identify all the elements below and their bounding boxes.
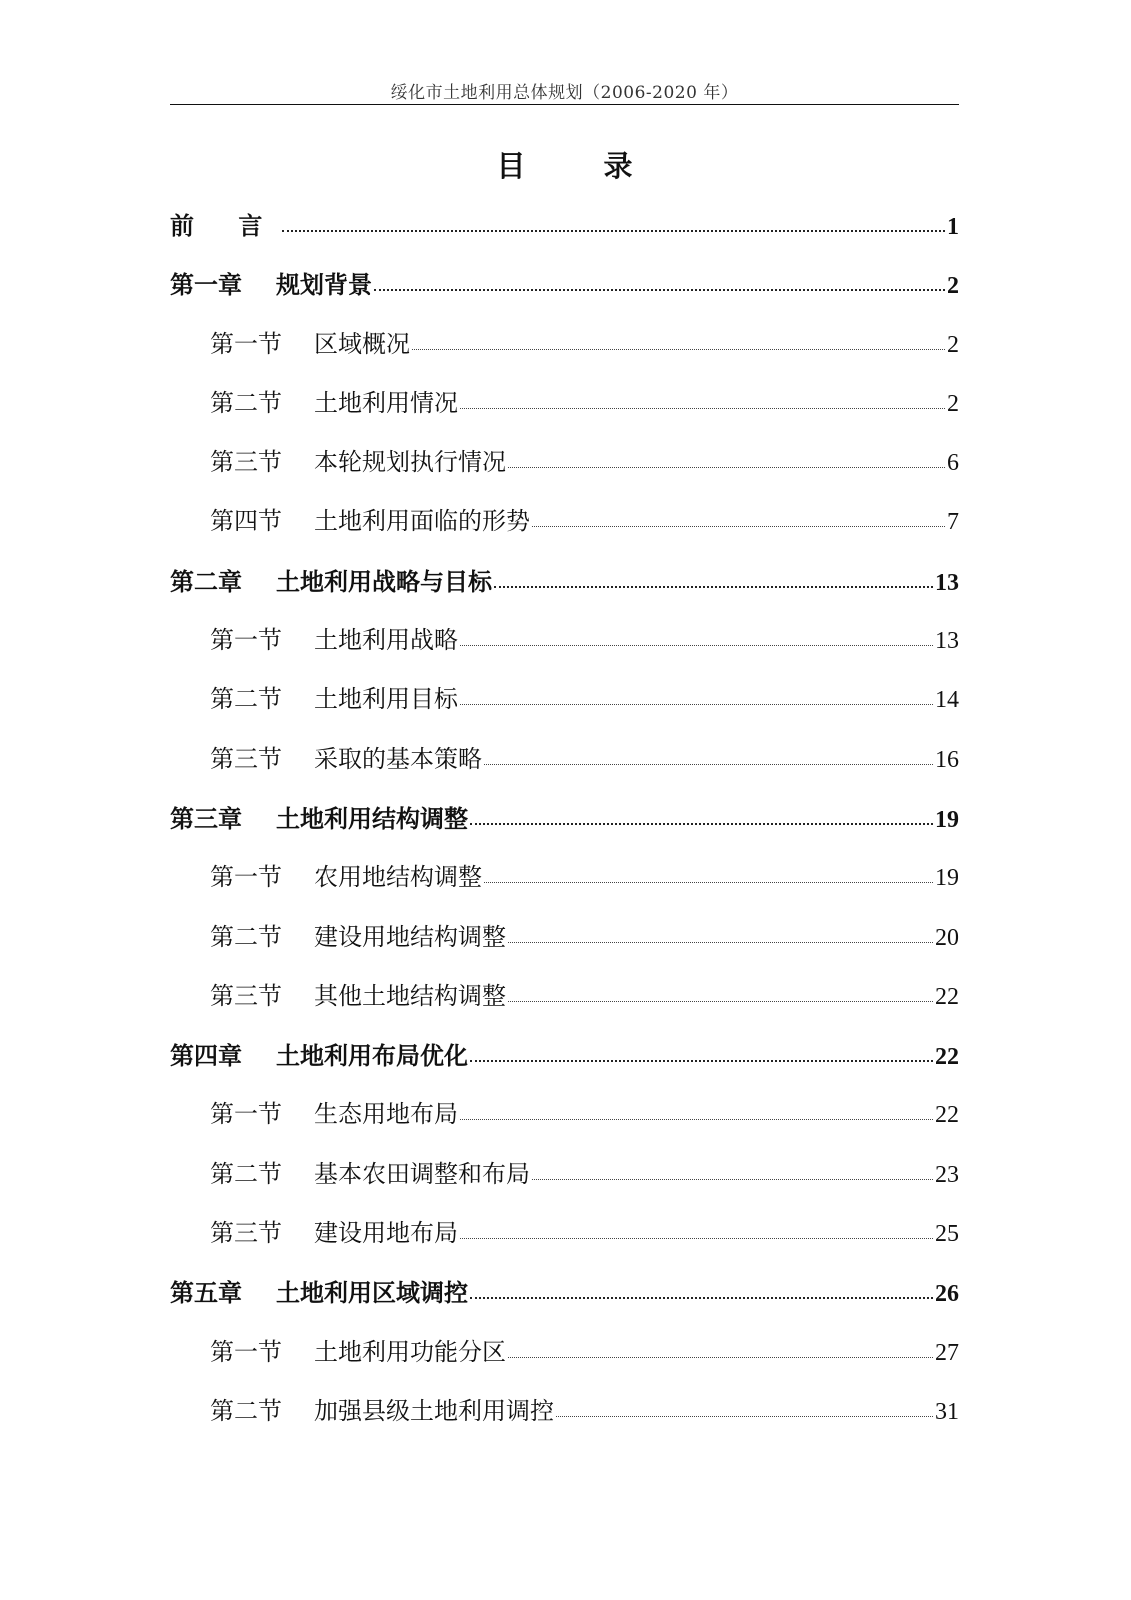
dot-leader <box>494 566 933 590</box>
toc-entry-number: 第一节 <box>210 1100 282 1129</box>
toc-entry-section[interactable] <box>170 1145 959 1204</box>
toc-entry-number: 第四节 <box>210 507 282 536</box>
toc-entry-title: 生态用地布局 <box>314 1100 458 1129</box>
toc-entry-title: 加强县级土地利用调控 <box>314 1396 554 1425</box>
toc-entry-title: 土地利用情况 <box>314 388 458 417</box>
dot-leader <box>508 980 933 1004</box>
toc-entry-number: 第二节 <box>210 685 282 714</box>
toc-entry-title: 土地利用功能分区 <box>314 1337 506 1366</box>
dot-leader <box>532 505 945 529</box>
toc-entry-section[interactable] <box>170 315 959 374</box>
toc-page-number: 22 <box>935 1102 959 1129</box>
toc-page-number: 27 <box>935 1339 959 1366</box>
toc-entry-number: 第三节 <box>210 744 282 773</box>
toc-entry-label <box>210 848 482 907</box>
toc-entry-number: 第一节 <box>210 863 282 892</box>
toc-entry-label <box>170 552 492 611</box>
toc-page-number: 19 <box>935 806 959 833</box>
toc-entry-number: 第一章 <box>170 270 242 300</box>
toc-page-number: 6 <box>947 450 959 477</box>
toc-entry-label <box>210 670 458 729</box>
toc-entry-title: 土地利用面临的形势 <box>314 507 530 536</box>
dot-leader <box>470 1277 933 1301</box>
toc-entry-preface[interactable] <box>170 196 959 255</box>
toc-page-number: 26 <box>935 1281 959 1308</box>
dot-leader <box>508 1336 933 1360</box>
toc-entry-number: 第二节 <box>210 922 282 951</box>
toc-entry-section[interactable] <box>170 611 959 670</box>
toc-entry-section[interactable] <box>170 492 959 551</box>
toc-entry-section[interactable] <box>170 1382 959 1441</box>
toc-entry-label <box>210 611 458 670</box>
dot-leader <box>412 328 945 352</box>
toc-page-number: 22 <box>935 983 959 1010</box>
toc-entry-title: 土地利用战略与目标 <box>276 566 492 596</box>
toc-page-number: 14 <box>935 687 959 714</box>
toc-page-number: 23 <box>935 1161 959 1188</box>
toc-entry-number: 第三节 <box>210 448 282 477</box>
toc-entry-title: 建设用地布局 <box>314 1219 458 1248</box>
toc-entry-label <box>210 967 506 1026</box>
toc-entry-label <box>170 1026 468 1085</box>
dot-leader <box>460 683 933 707</box>
toc-entry-section[interactable] <box>170 848 959 907</box>
toc-entry-title: 农用地结构调整 <box>314 863 482 892</box>
toc-entry-title: 土地利用战略 <box>314 626 458 655</box>
dot-leader <box>460 624 933 648</box>
toc-entry-title: 土地利用区域调控 <box>276 1278 468 1308</box>
dot-leader <box>484 861 933 885</box>
toc-entry-label <box>210 433 506 492</box>
toc-entry-label <box>170 789 468 848</box>
toc-entry-number: 第三章 <box>170 803 242 833</box>
toc-entry-number: 第三节 <box>210 1219 282 1248</box>
toc-entry-label <box>210 1382 554 1441</box>
toc-entry-chapter-2[interactable] <box>170 552 959 611</box>
toc-entry-chapter-5[interactable] <box>170 1263 959 1322</box>
dot-leader <box>460 1098 933 1122</box>
toc-entry-number: 第四章 <box>170 1041 242 1071</box>
toc-page-number: 20 <box>935 924 959 951</box>
toc-entry-chapter-1[interactable] <box>170 255 959 314</box>
toc-entry-number: 第二节 <box>210 1396 282 1425</box>
toc-entry-section[interactable] <box>170 967 959 1026</box>
table-of-contents <box>170 196 959 1441</box>
toc-entry-number: 前 言 <box>170 211 281 240</box>
toc-entry-label <box>210 374 458 433</box>
toc-page-number: 25 <box>935 1221 959 1248</box>
toc-page-number: 13 <box>935 628 959 655</box>
toc-page-number: 1 <box>947 214 959 240</box>
dot-leader <box>470 1040 933 1064</box>
toc-entry-section[interactable] <box>170 670 959 729</box>
toc-entry-label <box>210 1204 458 1263</box>
dot-leader <box>460 1217 933 1241</box>
toc-entry-number: 第三节 <box>210 981 282 1010</box>
dot-leader <box>460 387 945 411</box>
toc-entry-chapter-3[interactable] <box>170 789 959 848</box>
toc-entry-label <box>210 730 482 789</box>
toc-entry-section[interactable] <box>170 1085 959 1144</box>
toc-entry-title: 土地利用结构调整 <box>276 803 468 833</box>
toc-entry-number: 第一节 <box>210 626 282 655</box>
toc-entry-number: 第五章 <box>170 1278 242 1308</box>
toc-entry-label <box>170 196 280 255</box>
dot-leader <box>374 269 945 293</box>
toc-page-number: 2 <box>947 390 959 417</box>
toc-page-number: 7 <box>947 509 959 536</box>
toc-entry-section[interactable] <box>170 433 959 492</box>
toc-entry-title: 土地利用目标 <box>314 685 458 714</box>
dot-leader <box>282 210 945 234</box>
toc-entry-title: 建设用地结构调整 <box>314 922 506 951</box>
toc-entry-title: 采取的基本策略 <box>314 744 482 773</box>
toc-entry-title: 区域概况 <box>314 329 410 358</box>
toc-entry-title: 本轮规划执行情况 <box>314 448 506 477</box>
toc-entry-number: 第二节 <box>210 388 282 417</box>
dot-leader <box>508 446 945 470</box>
dot-leader <box>556 1395 933 1419</box>
toc-entry-section[interactable] <box>170 1204 959 1263</box>
toc-entry-label <box>210 1323 506 1382</box>
toc-entry-section[interactable] <box>170 730 959 789</box>
toc-entry-title: 规划背景 <box>276 270 372 300</box>
dot-leader <box>532 1158 933 1182</box>
running-header: 绥化市土地利用总体规划（2006-2020 年） <box>390 83 739 103</box>
toc-entry-label <box>210 908 506 967</box>
dot-leader <box>508 921 933 945</box>
toc-entry-label <box>210 1085 458 1144</box>
toc-entry-title: 基本农田调整和布局 <box>314 1159 530 1188</box>
toc-page-number: 16 <box>935 746 959 773</box>
dot-leader <box>470 803 933 827</box>
toc-page-number: 31 <box>935 1398 959 1425</box>
toc-entry-label <box>210 492 530 551</box>
toc-entry-section[interactable] <box>170 908 959 967</box>
dot-leader <box>484 743 933 767</box>
toc-entry-section[interactable] <box>170 1323 959 1382</box>
toc-page-number: 13 <box>935 569 959 596</box>
toc-entry-label <box>210 315 410 374</box>
toc-entry-number: 第一节 <box>210 329 282 358</box>
toc-entry-label <box>170 1263 468 1322</box>
toc-entry-number: 第二节 <box>210 1159 282 1188</box>
toc-entry-title: 土地利用布局优化 <box>276 1041 468 1071</box>
toc-entry-label <box>210 1145 530 1204</box>
toc-page-number: 2 <box>947 331 959 358</box>
toc-page-number: 2 <box>947 273 959 300</box>
header-divider <box>170 104 959 105</box>
toc-entry-label <box>170 255 372 314</box>
toc-page-number: 19 <box>935 865 959 892</box>
toc-page-number: 22 <box>935 1044 959 1071</box>
toc-entry-chapter-4[interactable] <box>170 1026 959 1085</box>
toc-entry-title: 其他土地结构调整 <box>314 981 506 1010</box>
toc-entry-number: 第一节 <box>210 1337 282 1366</box>
toc-entry-section[interactable] <box>170 374 959 433</box>
toc-entry-number: 第二章 <box>170 566 242 596</box>
toc-title: 目 录 <box>496 149 667 183</box>
